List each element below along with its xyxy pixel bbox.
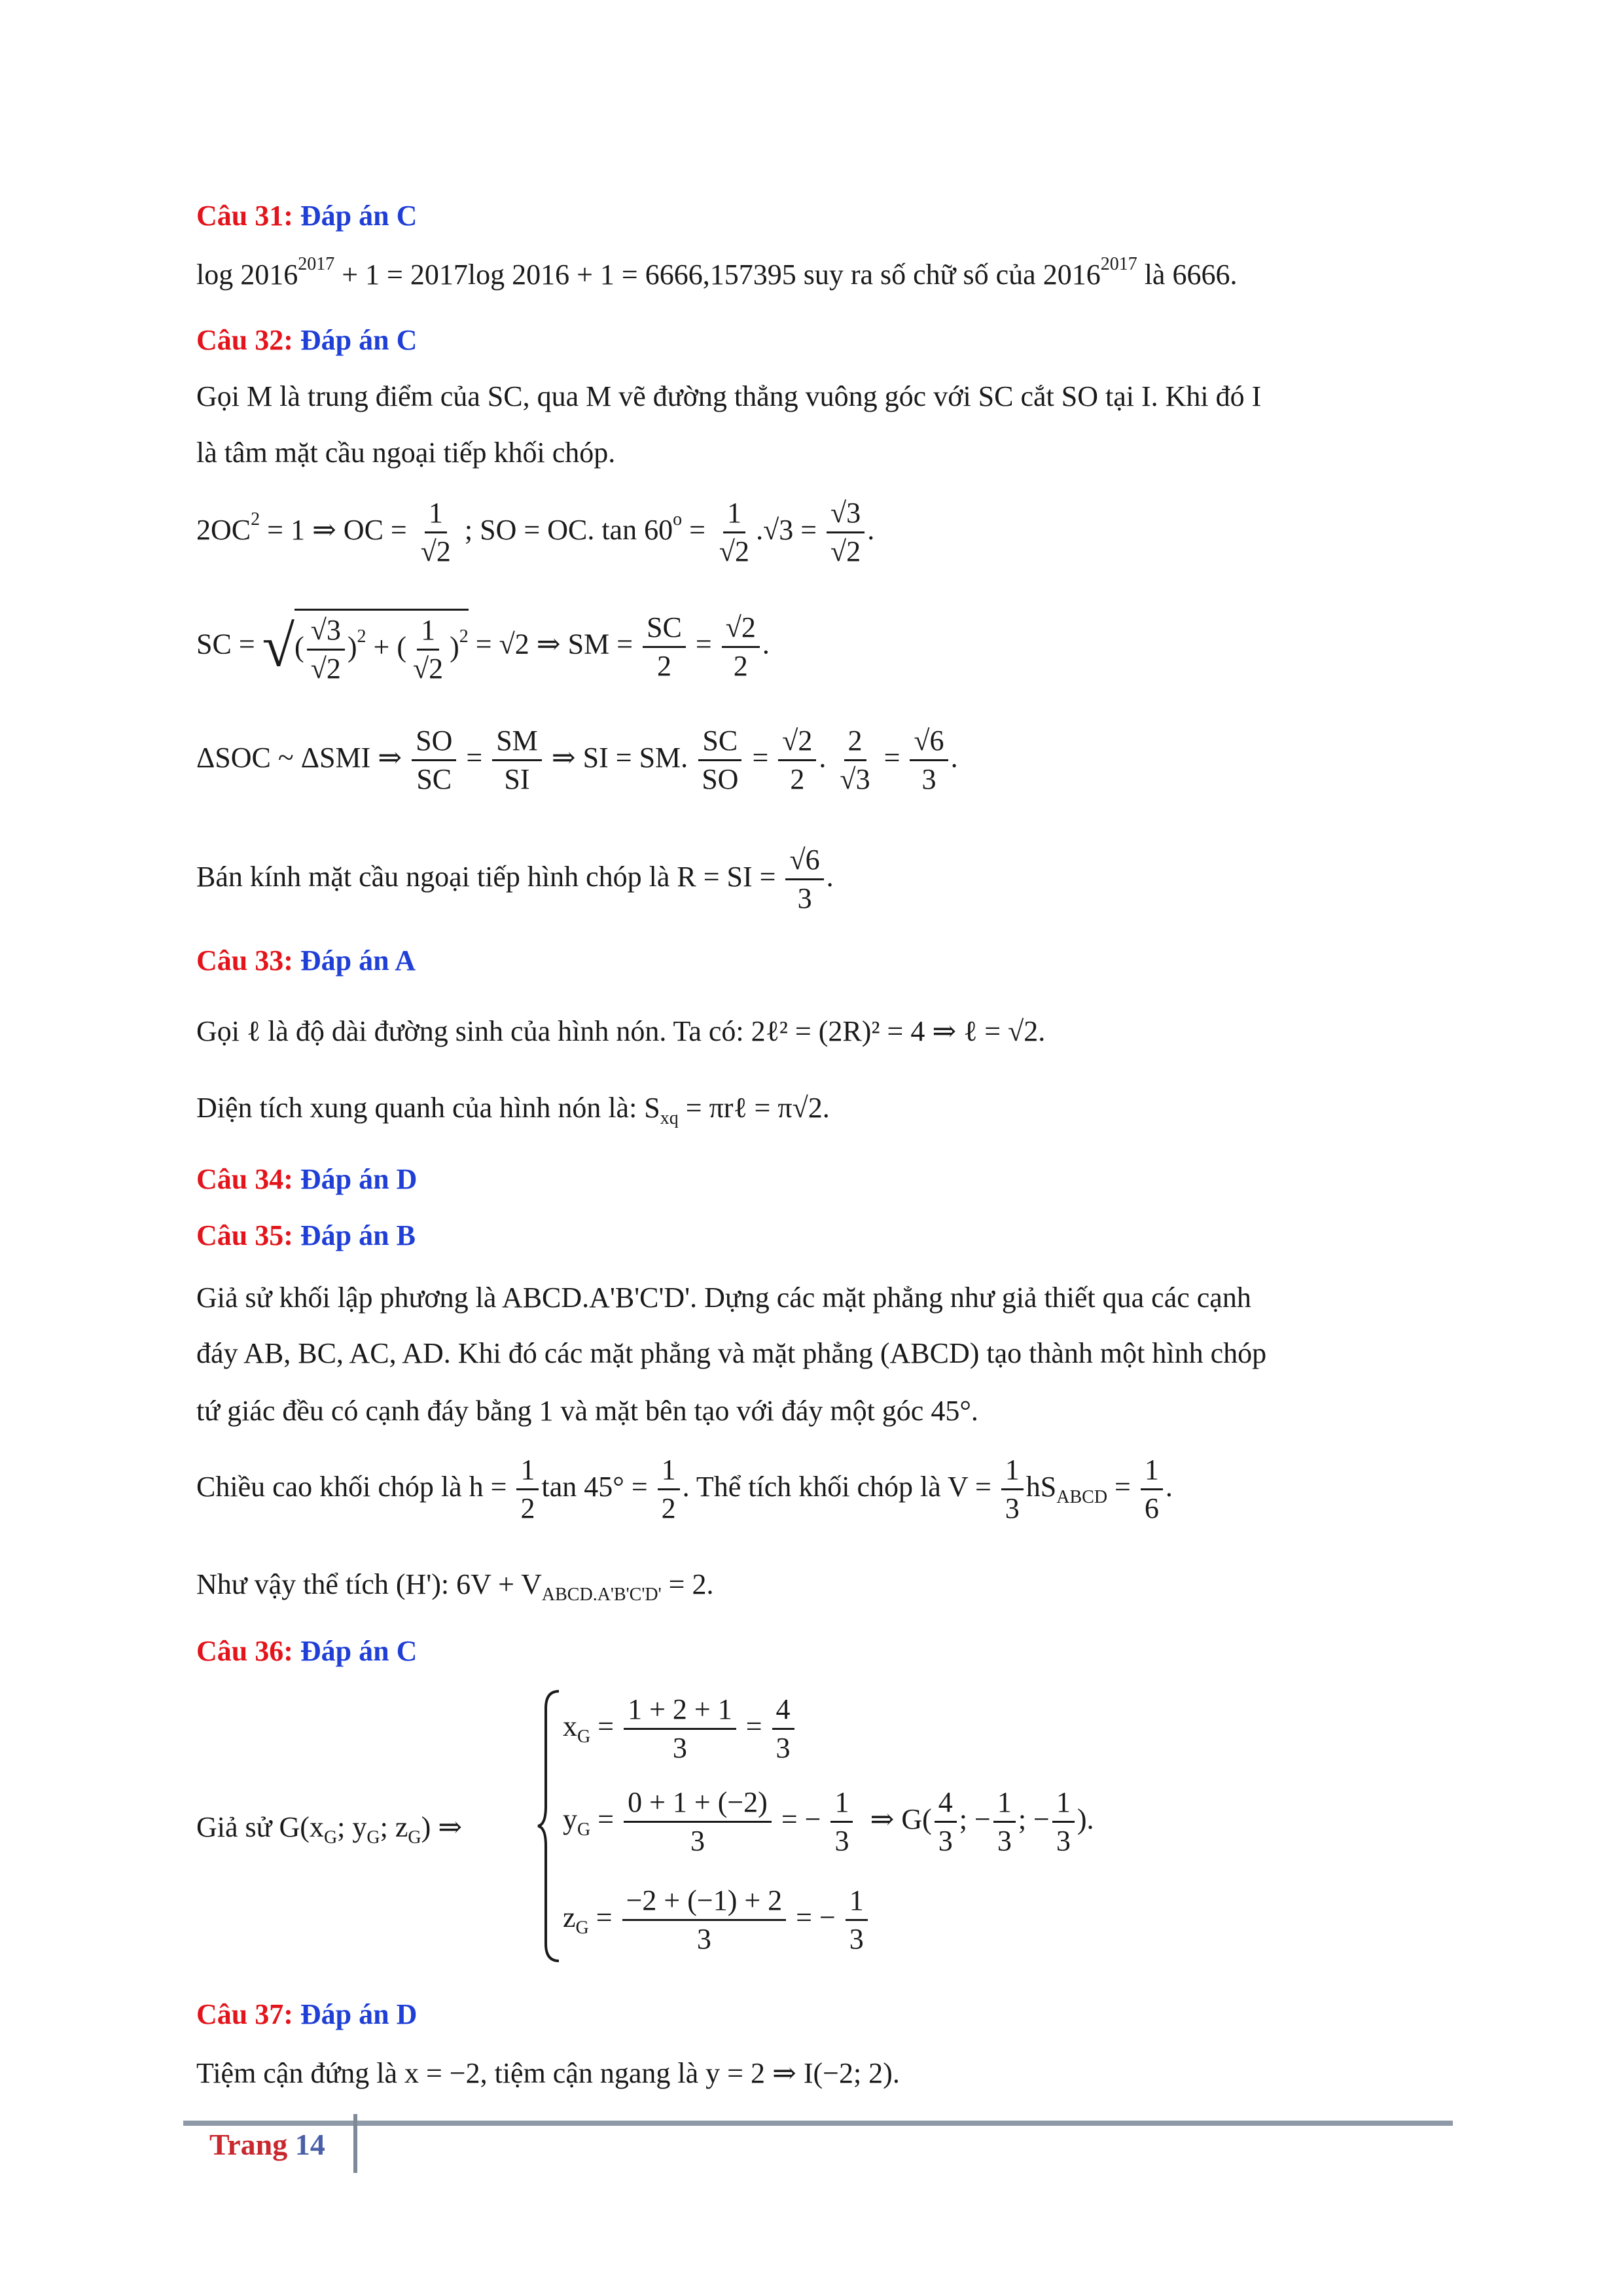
q34-heading: Câu 34: Đáp án D [196,1163,418,1195]
q37-paragraph-1: Tiệm cận đứng là x = −2, tiệm cận ngang là y = 2 ⇒ I(−2; 2). [196,2057,900,2089]
q32-paragraph-2: là tâm mặt cầu ngoại tiếp khối chóp. [196,437,616,469]
page-number: 14 [294,2128,325,2161]
q36-y-equation: $y_G$ = $\frac{0 + 1 + (-2)}{3}$ = − $\frac{1}{3}$ ⇒ G( $\frac{4}{3}$ ; − $\frac{1}{3}$ ; − $\frac{1}{3}$ ). [563,1786,1094,1857]
system-brace [537,1689,563,1964]
q37-heading: Câu 37: Đáp án D [196,1998,418,2030]
q35-heading: Câu 35: Đáp án B [196,1219,416,1251]
footer-divider [353,2114,357,2173]
q35-paragraph-2: đáy AB, BC, AC, AD. Khi đó các mặt phẳng và mặt phẳng (ABCD) tạo thành một hình chóp [196,1337,1267,1369]
q33-paragraph-1: Gọi ℓ là độ dài đường sinh của hình nón. Ta có: 2ℓ² = (2R)² = 4 ⇒ ℓ = √2. [196,1015,1046,1047]
q36-lead: Giả sử $G(x_G$; $y_G$; $z_G$) ⇒ [196,1811,463,1848]
q35-paragraph-5: Như vậy thể tích (H'): $6V + V_{ABCD.A'B'C'D'} = 2$. [196,1568,714,1605]
q32-equation-1: $2OC^2 = 1$ ⇒ OC = $\frac{1}{√2}$ ; SO = OC. $\tan 60^o$ = $\frac{1}{√2}$ .√3 = $\frac{√3}{√2}$ . [196,497,875,568]
q32-equation-2: SC = √( $\frac{√3}{√2}$ )$^2$ + ( $\frac{1}{√2}$ )$^2$ = √2 ⇒ SM = $\frac{SC}{2}$ = $\frac{√2}{2}$ . [196,609,770,685]
q33-paragraph-2: Diện tích xung quanh của hình nón là: $S_{xq}$ = πrℓ = π√2. [196,1092,830,1128]
q32-equation-4: Bán kính mặt cầu ngoại tiếp hình chóp là R = SI = $\frac{√6}{3}$ . [196,844,834,915]
q31-solution: $\log 2016^{2017} + 1 = 2017\log$ 2016 + 1 = 6666,157395 suy ra số chữ số của $2016^{2017}$ là 6666. [196,254,1238,291]
q33-heading: Câu 33: Đáp án A [196,944,416,977]
q36-x-equation: $x_G$ = $\frac{1 + 2 + 1}{3}$ = $\frac{4}{3}$ [563,1694,797,1765]
q35-paragraph-1: Giả sử khối lập phương là ABCD.A'B'C'D'. Dựng các mặt phẳng như giả thiết qua các cạnh [196,1282,1251,1314]
q36-z-equation: $z_G$ = $\frac{-2 + (-1) + 2}{3}$ = − $\frac{1}{3}$ [563,1885,870,1956]
q35-paragraph-4: Chiều cao khối chóp là h = $\frac{1}{2}$ tan 45° = $\frac{1}{2}$ . Thể tích khối chóp là V = $\frac{1}{3}$ $hS_{ABCD}$ = $\frac{1}{6}$ . [196,1454,1173,1525]
q32-heading: Câu 32: Đáp án C [196,324,418,356]
q31-heading [196,198,417,234]
q32-paragraph-1: Gọi M là trung điểm của SC, qua M vẽ đường thẳng vuông góc với SC cắt SO tại I. Khi đó I [196,380,1262,412]
footer-rule [183,2121,1453,2126]
question-number: Câu 31: [196,200,293,232]
q35-paragraph-3: tứ giác đều có cạnh đáy bằng 1 và mặt bên tạo với đáy một góc 45°. [196,1395,978,1427]
q32-equation-3: ΔSOC ~ ΔSMI ⇒ $\frac{SO}{SC}$ = $\frac{SM}{SI}$ ⇒ SI = SM. $\frac{SC}{SO}$ = $\frac{√2}{2}$ . $\frac{2}{√3}$ = $\frac{√6}{3}$ . [196,725,958,796]
answer-label: Đáp án C [300,200,418,232]
q36-heading: Câu 36: Đáp án C [196,1635,418,1667]
page-footer: Trang 14 [209,2128,325,2161]
